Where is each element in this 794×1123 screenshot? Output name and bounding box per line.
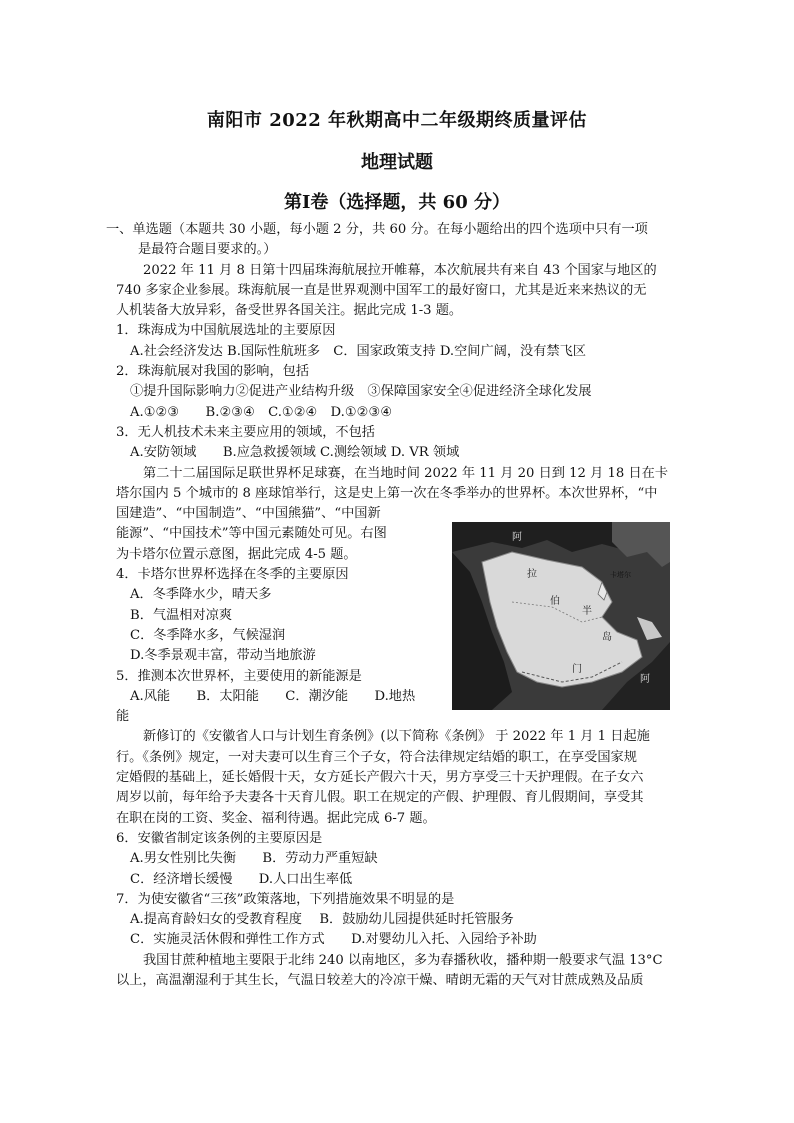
map-label: 岛 — [602, 632, 612, 643]
passage2-line: 第二十二届国际足联世界杯足球赛，在当地时间 2022 年 11 月 20 日到 12 月 18 日在卡 — [143, 465, 669, 481]
passage1-line: 人机装备大放异彩，备受世界各国关注。据此完成 1-3 题。 — [116, 303, 463, 319]
question-6-stem: 6．安徽省制定该条例的主要原因是 — [116, 830, 323, 846]
question-2-stem: 2．珠海航展对我国的影响，包括 — [116, 364, 310, 380]
subject-title: 地理试题 — [361, 152, 433, 173]
passage1-line: 2022 年 11 月 8 日第十四届珠海航展拉开帷幕，本次航展共有来自 43 个国家与地区的 — [143, 262, 657, 278]
question-1-stem: 1．珠海成为中国航展选址的主要原因 — [116, 323, 336, 339]
section-heading: 一、单选题（本题共 30 小题，每小题 2 分，共 60 分。在每小题给出的四个选项中只有一项 — [106, 222, 648, 237]
qatar-location-map — [452, 522, 670, 710]
map-label: 拉 — [527, 569, 537, 580]
map-label: 阿 — [640, 674, 650, 685]
passage2-line: 塔尔国内 5 个城市的 8 座球馆举行，这是史上第一次在冬季举办的世界杯。本次世界杯，“中 — [116, 485, 658, 501]
question-1-options: A.社会经济发达 B.国际性航班多 C．国家政策支持 D.空间广阔，没有禁飞区 — [130, 343, 586, 359]
question-4-option-b: B．气温相对凉爽 — [130, 607, 233, 623]
question-4-option-c: C．冬季降水多，气候湿润 — [130, 627, 286, 643]
map-label: 半 — [582, 606, 592, 617]
passage3-line: 周岁以前，每年给予夫妻各十天育儿假。职工在规定的产假、护理假、育儿假期间，享受其 — [116, 790, 644, 806]
section-heading-cont: 是最符合题目要求的。） — [138, 242, 277, 258]
exam-title: 南阳市 2022 年秋期高中二年级期终质量评估 — [206, 110, 588, 131]
passage4-line: 我国甘蔗种植地主要限于北纬 240 以南地区，多为春播秋收，播种期一般要求气温 13°C — [143, 952, 663, 968]
question-6-options-ab: A.男女性别比失衡 B．劳动力严重短缺 — [130, 851, 378, 867]
question-7-options-cd: C．实施灵活休假和弹性工作方式 D.对婴幼儿入托、入园给予补助 — [130, 932, 537, 948]
passage2-line: 国建造”、“中国制造”、“中国熊猫”、“中国新 — [116, 506, 381, 522]
question-3-stem: 3．无人机技术未来主要应用的领域，不包括 — [116, 424, 375, 440]
question-7-stem: 7．为使安徽省“三孩”政策落地，下列措施效果不明显的是 — [116, 891, 455, 907]
passage2-line: 为卡塔尔位置示意图，据此完成 4-5 题。 — [116, 546, 357, 562]
question-2-items: ①提升国际影响力②促进产业结构升级 ③保障国家安全④促进经济全球化发展 — [130, 384, 592, 400]
passage4-line: 以上，高温潮湿利于其生长，气温日较差大的冷凉干燥、晴朗无霜的天气对甘蔗成熟及品质 — [116, 972, 644, 988]
question-4-option-d: D.冬季景观丰富，带动当地旅游 — [130, 648, 316, 664]
section-title: 第Ⅰ卷（选择题，共 60 分） — [283, 192, 510, 213]
passage1-line: 740 多家企业参展。珠海航展一直是世界观测中国军工的最好窗口，尤其是近来来热议的无 — [116, 282, 647, 298]
question-3-options: A.安防领域 B.应急救援领域 C.测绘领域 D. VR 领域 — [130, 445, 460, 461]
map-label: 门 — [572, 664, 582, 675]
passage3-line: 定婚假的基础上，延长婚假十天，女方延长产假六十天，男方享受三十天护理假。在子女六 — [116, 770, 644, 786]
question-6-options-cd: C．经济增长缓慢 D.人口出生率低 — [130, 871, 353, 887]
map-label: 阿 — [512, 532, 522, 543]
question-4-option-a: A．冬季降水少，晴天多 — [130, 587, 272, 603]
question-5-options: A.风能 B．太阳能 C．潮汐能 D.地热 — [130, 688, 416, 704]
map-graphic — [452, 522, 670, 710]
map-label-qatar: 卡塔尔 — [610, 571, 631, 579]
question-2-options: A.①②③ B.②③④ C.①②④ D.①②③④ — [130, 404, 393, 420]
passage3-line: 在职在岗的工资、奖金、福利待遇。据此完成 6-7 题。 — [116, 810, 436, 826]
passage3-line: 新修订的《安徽省人口与计划生育条例》(以下简称《条例》 于 2022 年 1 月 1 日起施 — [143, 729, 650, 745]
passage2-line: 能源”、“中国技术”等中国元素随处可见。右图 — [116, 526, 387, 542]
question-5-options-wrap: 能 — [116, 709, 130, 725]
question-4-stem: 4．卡塔尔世界杯选择在冬季的主要原因 — [116, 567, 349, 583]
map-label: 伯 — [550, 596, 560, 607]
question-5-stem: 5．推测本次世界杯，主要使用的新能源是 — [116, 668, 362, 684]
question-7-options-ab: A.提高育龄妇女的受教育程度 B．鼓励幼儿园提供延时托管服务 — [130, 912, 514, 928]
passage3-line: 行。《条例》规定，一对夫妻可以生育三个子女，符合法律规定结婚的职工，在享受国家规 — [116, 749, 637, 765]
